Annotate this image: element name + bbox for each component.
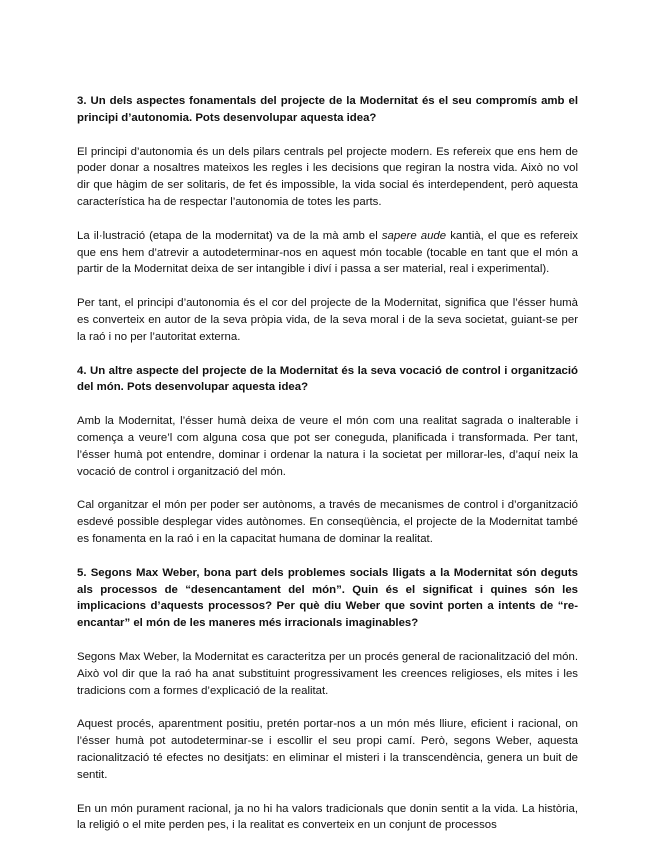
answer-4-paragraph-1: Amb la Modernitat, l’ésser humà deixa de veure el món com una realitat sagrada o inalterable i comença a veure’l com alguna cosa que pot ser coneguda, planificada i transformada. Per tant, l’ésser humà pot entendre, dominar i ordenar la natura i la societat per millorar-les, d’aquí neix la vocació de control i organització del món. [77,415,578,478]
answer-3-paragraph-1: El principi d’autonomia és un dels pilars centrals pel projecte modern. Es refereix que ens hem de poder donar a nosaltres mateixos les regles i les decisions que regiran la nostra vida. Això no vol dir que hàgim de ser solitaris, de fet és impossible, la vida social és interdependent, però aquesta característica ha de respectar l’autonomia de totes les parts. [77,145,578,208]
latin-phrase: sapere aude [381,229,447,242]
answer-5-paragraph-2: Aquest procés, aparentment positiu, pretén portar-nos a un món més lliure, eficient i racional, on l’ésser humà pot autodeterminar-se i escollir el seu propi camí. Però, segons Weber, aquesta racionalització té efectes no desitjats: en eliminar el misteri i la transcendència, genera un buit de sentit. [77,718,578,781]
question-4: 4. Un altre aspecte del projecte de la Modernitat és la seva vocació de control i organització del món. Pots desenvolupar aquesta idea? [77,364,578,394]
question-5: 5. Segons Max Weber, bona part dels problemes socials lligats a la Modernitat són deguts als processos de “desencantament del món”. Quin és el significat i quines són les implicacions d’aquests processos? Per què diu Weber que sovint porten a intents de “re-encantar” el món de les maneres més irracionals imaginables? [77,566,578,630]
answer-3-paragraph-3: Per tant, el principi d’autonomia és el cor del projecte de la Modernitat, significa que l’ésser humà es converteix en autor de la seva pròpia vida, de la seva moral i de la seva societat, guiant-se per la raó i no per l’autoritat externa. [77,297,578,343]
answer-5-paragraph-3: En un món purament racional, ja no hi ha valors tradicionals que donin sentit a la vida. La història, la religió o el mite perden pes, i la realitat es converteix en un conjunt de processos [77,802,578,832]
answer-3-paragraph-2: La il·lustració (etapa de la modernitat) va de la mà amb el sapere aude kantià, el que es refereix que ens hem d’atrevir a autodeterminar-nos en aquest món tocable (tocable en tant que el món a partir de la Modernitat deixa de ser intangible i diví i passa a ser material, real i experimental). [77,229,578,276]
answer-4-paragraph-2: Cal organitzar el món per poder ser autònoms, a través de mecanismes de control i d’organització esdevé possible desplegar vides autònomes. En conseqüència, el projecte de la Modernitat també es fonamenta en la raó i en la capacitat humana de dominar la realitat. [77,499,578,545]
answer-5-paragraph-1: Segons Max Weber, la Modernitat es caracteritza per un procés general de racionalització del món. Això vol dir que la raó ha anat substituint progressivament les creences religioses, els mites i les tradicions com a formes d’explicació de la realitat. [77,650,578,697]
question-3: 3. Un dels aspectes fonamentals del projecte de la Modernitat és el seu compromís amb el principi d’autonomia. Pots desenvolupar aquesta idea? [77,95,578,124]
